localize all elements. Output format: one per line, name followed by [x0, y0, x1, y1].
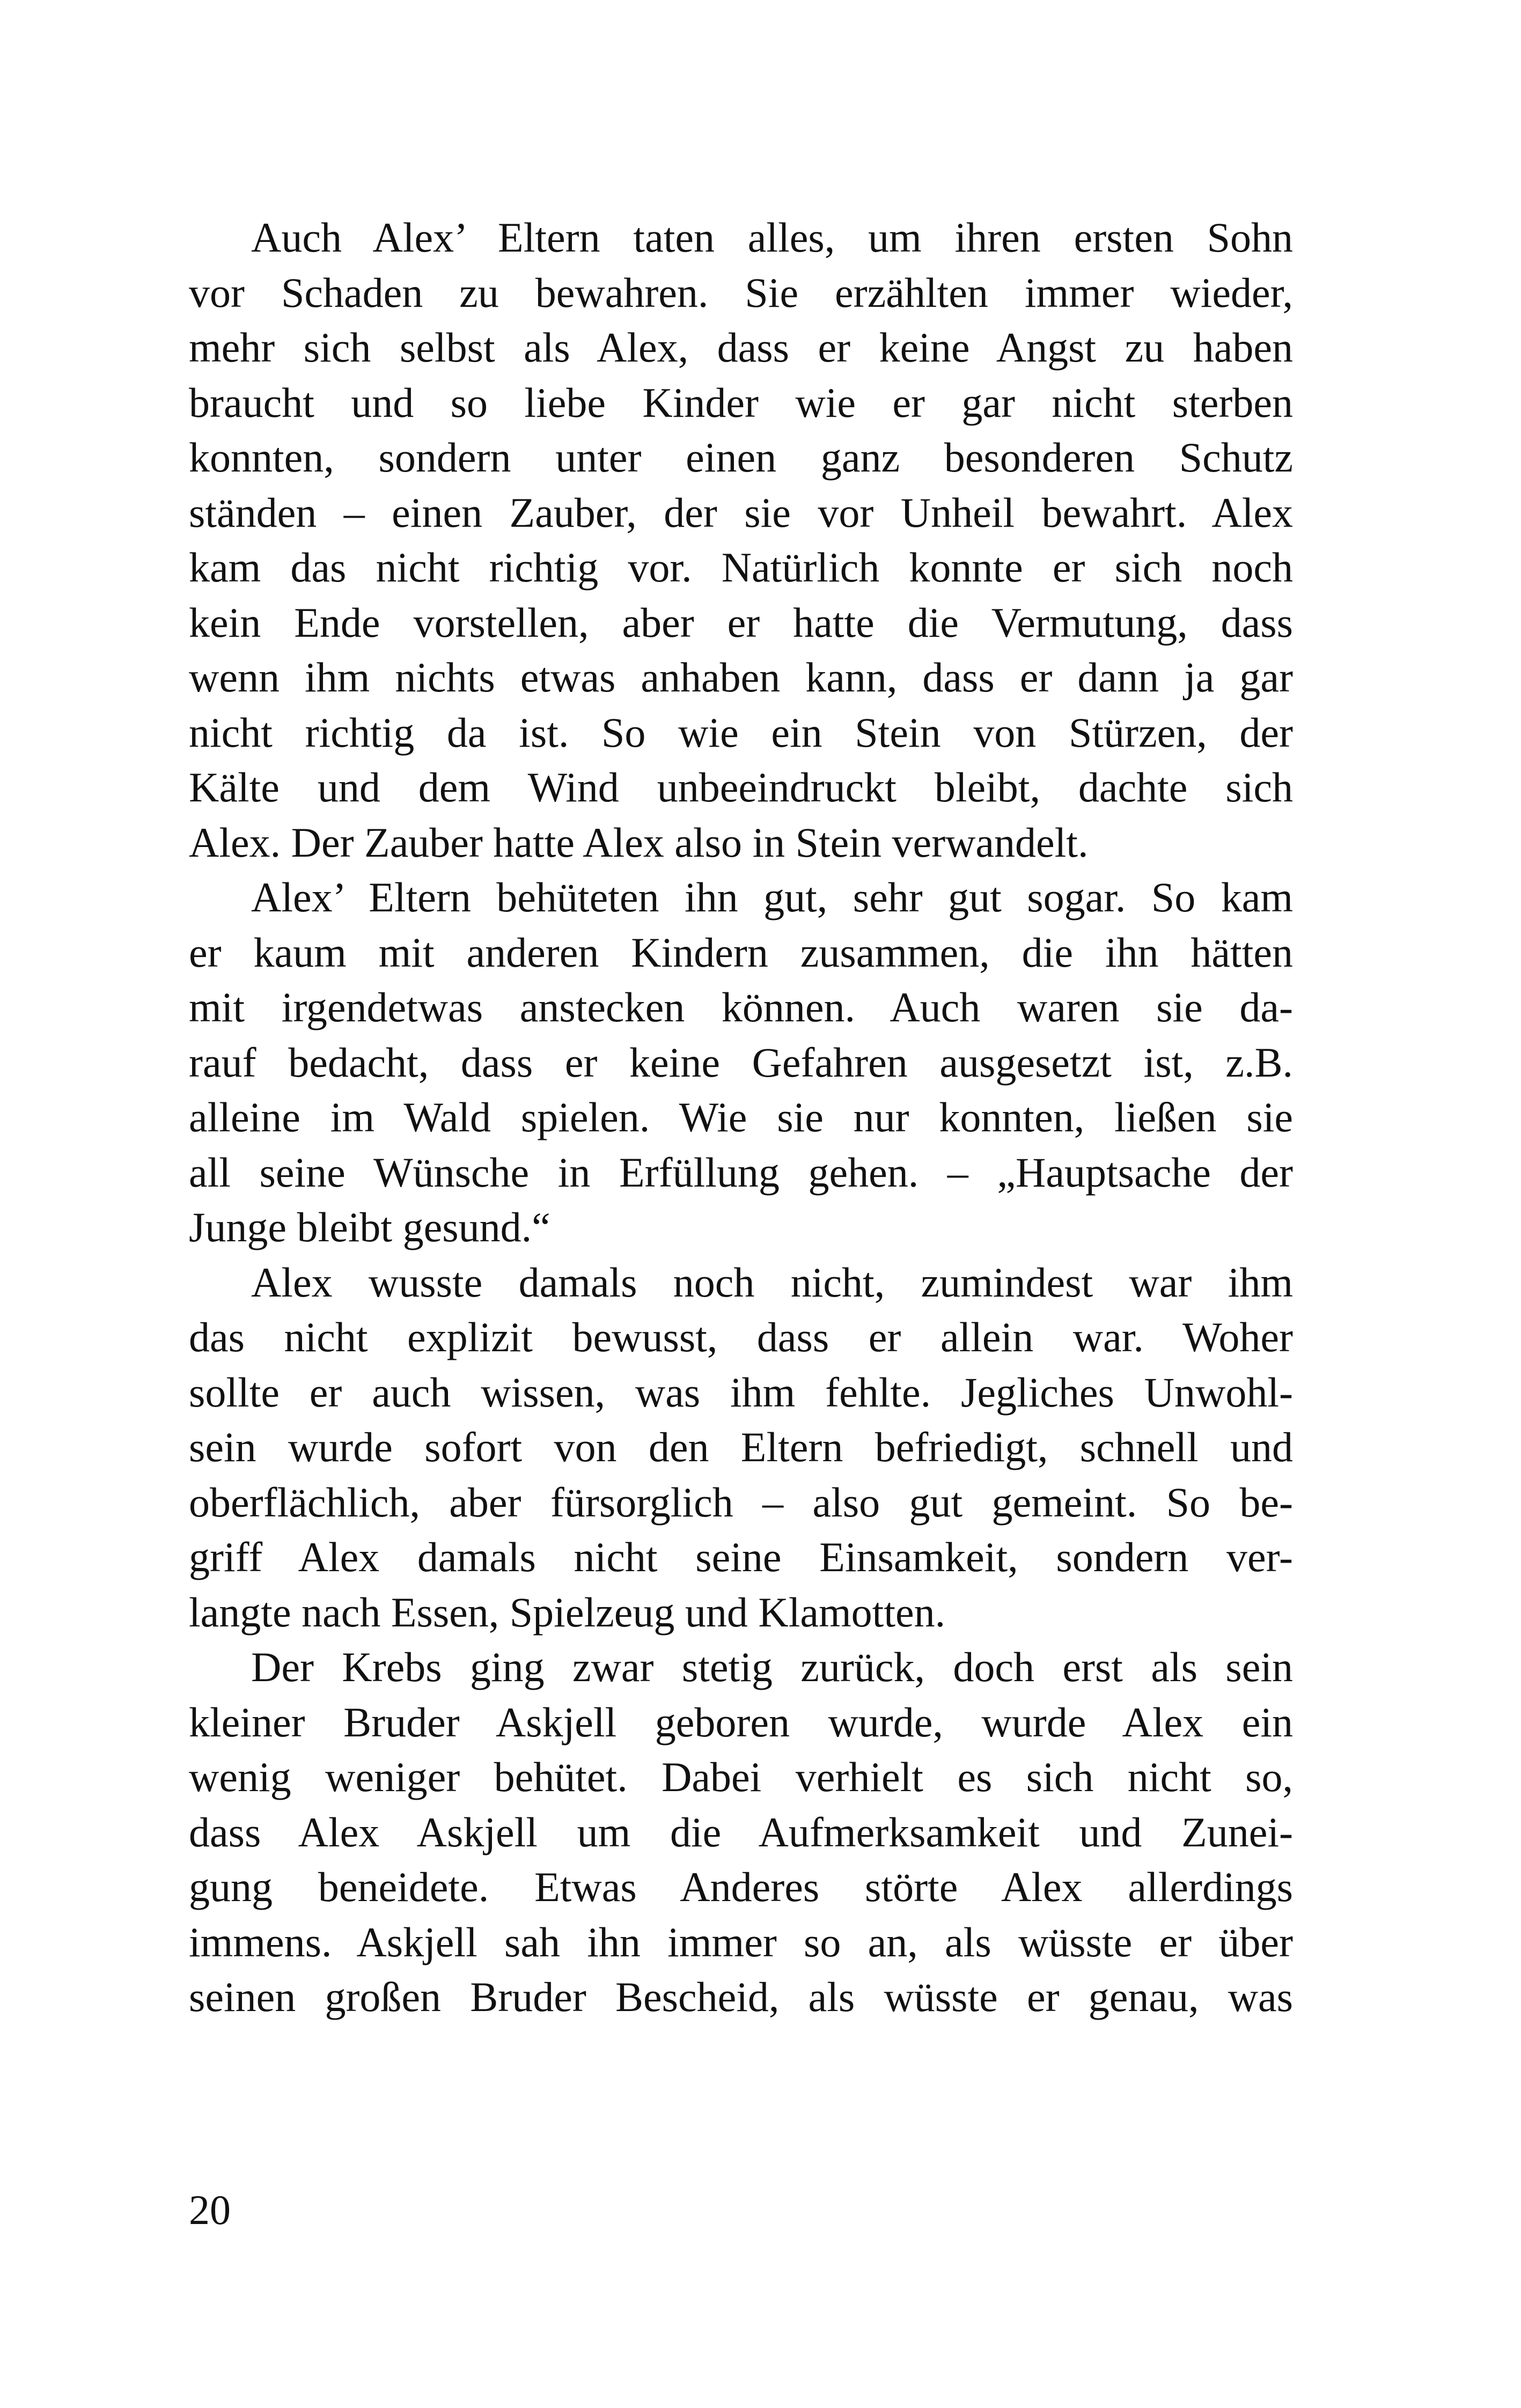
text-line: wenig weniger behütet. Dabei verhielt es sich nicht so, — [189, 1754, 1293, 1800]
text-line: seinen großen Bruder Bescheid, als wüsste er genau, was — [189, 1973, 1293, 2020]
text-line: Kälte und dem Wind unbeeindruckt bleibt, dachte sich — [189, 764, 1293, 811]
text-line: Auch Alex’ Eltern taten alles, um ihren ersten Sohn — [251, 214, 1293, 261]
text-line: Der Krebs ging zwar stetig zurück, doch erst als sein — [251, 1644, 1293, 1690]
text-line: sollte er auch wissen, was ihm fehlte. Jegliches Unwohl- — [189, 1368, 1293, 1416]
text-line: mit irgendetwas anstecken können. Auch waren sie da- — [189, 984, 1293, 1030]
text-line: oberflächlich, aber fürsorglich – also gut gemeint. So be- — [189, 1478, 1293, 1526]
text-line: Junge bleibt gesund.“ — [189, 1204, 550, 1250]
text-line: immens. Askjell sah ihn immer so an, als wüsste er über — [189, 1918, 1293, 1965]
text-line: langte nach Essen, Spielzeug und Klamotten. — [189, 1588, 946, 1636]
text-line: wenn ihm nichts etwas anhaben kann, dass er dann ja gar — [189, 654, 1293, 701]
text-line: kleiner Bruder Askjell geboren wurde, wurde Alex ein — [189, 1698, 1293, 1746]
text-line: sein wurde sofort von den Eltern befriedigt, schnell und — [189, 1424, 1293, 1470]
paragraph — [189, 1255, 1293, 1640]
paragraph — [189, 1640, 1293, 2025]
paragraph — [189, 870, 1293, 1255]
text-line: vor Schaden zu bewahren. Sie erzählten immer wieder, — [189, 269, 1293, 316]
text-line: nicht richtig da ist. So wie ein Stein von Stürzen, der — [189, 709, 1293, 756]
text-line: er kaum mit anderen Kindern zusammen, die ihn hätten — [189, 929, 1293, 976]
text-line: griff Alex damals nicht seine Einsamkeit, sondern ver- — [189, 1534, 1293, 1580]
paragraph — [189, 210, 1293, 870]
page-number: 20 — [189, 2186, 231, 2233]
body-text — [189, 210, 1293, 2025]
text-line: gung beneidete. Etwas Anderes störte Alex allerdings — [189, 1864, 1293, 1910]
text-line: mehr sich selbst als Alex, dass er keine Angst zu haben — [189, 324, 1293, 371]
text-line: konnten, sondern unter einen ganz besonderen Schutz — [189, 434, 1293, 481]
text-line: braucht und so liebe Kinder wie er gar nicht sterben — [189, 379, 1293, 426]
text-line: Alex wusste damals noch nicht, zumindest war ihm — [251, 1258, 1293, 1306]
text-line: Alex. Der Zauber hatte Alex also in Stein verwandelt. — [189, 819, 1089, 866]
text-line: dass Alex Askjell um die Aufmerksamkeit und Zunei- — [189, 1808, 1293, 1855]
text-line: all seine Wünsche in Erfüllung gehen. – „Hauptsache der — [189, 1148, 1293, 1196]
text-line: das nicht explizit bewusst, dass er allein war. Woher — [189, 1314, 1293, 1360]
text-line: rauf bedacht, dass er keine Gefahren ausgesetzt ist, z.B. — [189, 1039, 1293, 1086]
text-line: kein Ende vorstellen, aber er hatte die Vermutung, dass — [189, 599, 1293, 646]
text-line: Alex’ Eltern behüteten ihn gut, sehr gut sogar. So kam — [251, 874, 1293, 921]
text-line: kam das nicht richtig vor. Natürlich konnte er sich noch — [189, 544, 1293, 591]
text-line: ständen – einen Zauber, der sie vor Unheil bewahrt. Alex — [189, 489, 1293, 536]
text-line: alleine im Wald spielen. Wie sie nur konnten, ließen sie — [189, 1094, 1293, 1140]
